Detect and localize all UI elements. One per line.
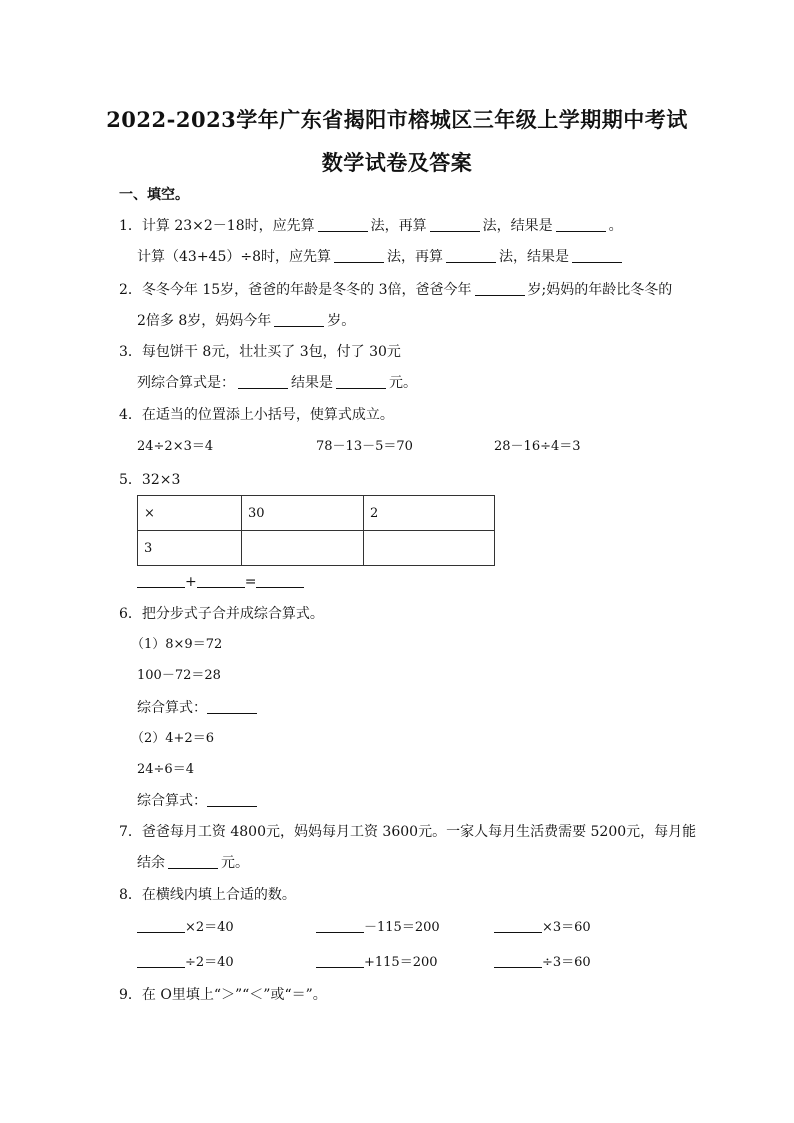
q6-part2-step1: （2）4+2＝6: [131, 731, 214, 746]
q1b-text-1: 计算（43+45）÷8时，应先算: [137, 249, 331, 265]
q6-part2-answer: [137, 791, 257, 811]
q4-item-2: 78－13－5＝70: [316, 439, 413, 454]
combined-label: 综合算式：: [137, 700, 207, 716]
question-3-line-a: 3．每包饼干 8元，壮壮买了 3包，付了 30元: [119, 344, 401, 360]
answer-blank[interactable]: [238, 374, 288, 389]
q1b-text-2: 法，再算: [387, 249, 443, 265]
answer-blank[interactable]: [336, 374, 386, 389]
q8-expression: +115＝200: [364, 955, 438, 970]
q8-item: [137, 953, 234, 973]
q6-part1-step2: 100－72＝28: [137, 668, 221, 683]
equals-sign: =: [244, 574, 257, 590]
table-row: [138, 496, 495, 531]
q8-item: [494, 953, 591, 973]
combined-label: 综合算式：: [137, 793, 207, 809]
question-5-equation: [137, 572, 304, 592]
q2b-text-2: 岁。: [327, 313, 356, 329]
question-1-line-a: [119, 216, 623, 236]
q3b-text-3: 元。: [389, 375, 417, 391]
q8-expression: －115＝200: [364, 920, 440, 935]
answer-blank[interactable]: [556, 217, 606, 232]
answer-blank[interactable]: [137, 953, 185, 968]
q1a-text-4: 。: [608, 218, 623, 234]
q8-expression: ×3＝60: [542, 920, 591, 935]
q8-expression: ÷3＝60: [542, 955, 591, 970]
answer-blank[interactable]: [494, 918, 542, 933]
answer-blank[interactable]: [256, 573, 304, 588]
answer-blank[interactable]: [430, 217, 480, 232]
q2a-text-1: 2．冬冬今年 15岁，爸爸的年龄是冬冬的 3倍，爸爸今年: [119, 282, 472, 298]
answer-blank[interactable]: [207, 792, 257, 807]
table-row: [138, 531, 495, 566]
q1a-text-2: 法，再算: [370, 218, 427, 234]
table-answer-cell[interactable]: [364, 531, 495, 566]
table-answer-cell[interactable]: [242, 531, 364, 566]
q2b-text-1: 2倍多 8岁，妈妈今年: [137, 313, 272, 329]
question-7-line-b: [137, 853, 249, 873]
q8-item: [316, 918, 440, 938]
question-6-prompt: 6．把分步式子合并成综合算式。: [119, 606, 324, 622]
q7b-text-2: 元。: [221, 855, 249, 871]
question-7-line-a: 7．爸爸每月工资 4800元，妈妈每月工资 3600元。一家人每月生活费需要 5200元，每月能: [119, 824, 697, 840]
answer-blank[interactable]: [318, 217, 368, 232]
q8-expression: ×2＝40: [185, 920, 234, 935]
q7b-text-1: 结余: [137, 855, 165, 871]
answer-blank[interactable]: [207, 699, 257, 714]
q2a-text-2: 岁;妈妈的年龄比冬冬的: [527, 282, 673, 298]
q6-part1-step1: （1）8×9＝72: [131, 637, 223, 652]
question-4-prompt: 4．在适当的位置添上小括号，使算式成立。: [119, 407, 394, 423]
table-cell: 3: [138, 531, 242, 566]
q8-item: [137, 918, 234, 938]
answer-blank[interactable]: [316, 953, 364, 968]
q3b-text-2: 结果是: [291, 375, 333, 391]
answer-blank[interactable]: [137, 918, 185, 933]
question-3-line-b: [137, 373, 417, 393]
answer-blank[interactable]: [137, 573, 185, 588]
section-heading: 一、填空。: [119, 187, 189, 203]
answer-blank[interactable]: [446, 248, 496, 263]
question-9-prompt: 9．在 O里填上“＞”“＜”或“＝”。: [119, 987, 327, 1003]
q8-item: [494, 918, 591, 938]
q6-part1-answer: [137, 698, 257, 718]
table-cell: ×: [138, 496, 242, 531]
answer-blank[interactable]: [572, 248, 622, 263]
q1b-text-3: 法，结果是: [499, 249, 569, 265]
question-8-prompt: 8．在横线内填上合适的数。: [119, 887, 296, 903]
answer-blank[interactable]: [316, 918, 364, 933]
question-2-line-b: [137, 311, 355, 331]
q8-expression: ÷2＝40: [185, 955, 234, 970]
plus-sign: +: [185, 574, 197, 590]
q4-item-3: 28－16÷4＝3: [494, 439, 581, 454]
q4-item-1: 24÷2×3＝4: [137, 439, 214, 454]
answer-blank[interactable]: [494, 953, 542, 968]
q6-part2-step2: 24÷6＝4: [137, 762, 194, 777]
answer-blank[interactable]: [475, 281, 525, 296]
answer-blank[interactable]: [334, 248, 384, 263]
multiplication-grid: [137, 495, 495, 566]
answer-blank[interactable]: [274, 312, 324, 327]
q8-item: [316, 953, 438, 973]
question-1-line-b: [137, 247, 625, 267]
answer-blank[interactable]: [197, 573, 245, 588]
question-2-line-a: [119, 280, 672, 300]
q1a-text-1: 1．计算 23×2－18时，应先算: [119, 218, 315, 234]
table-cell: 30: [242, 496, 364, 531]
q3b-text-1: 列综合算式是：: [137, 375, 235, 391]
page-title: 2022-2023学年广东省揭阳市榕城区三年级上学期期中考试: [106, 107, 688, 132]
q1a-text-3: 法，结果是: [482, 218, 553, 234]
question-5-prompt: 5．32×3: [119, 472, 181, 488]
answer-blank[interactable]: [168, 854, 218, 869]
page-subtitle: 数学试卷及答案: [321, 150, 473, 175]
table-cell: 2: [364, 496, 495, 531]
